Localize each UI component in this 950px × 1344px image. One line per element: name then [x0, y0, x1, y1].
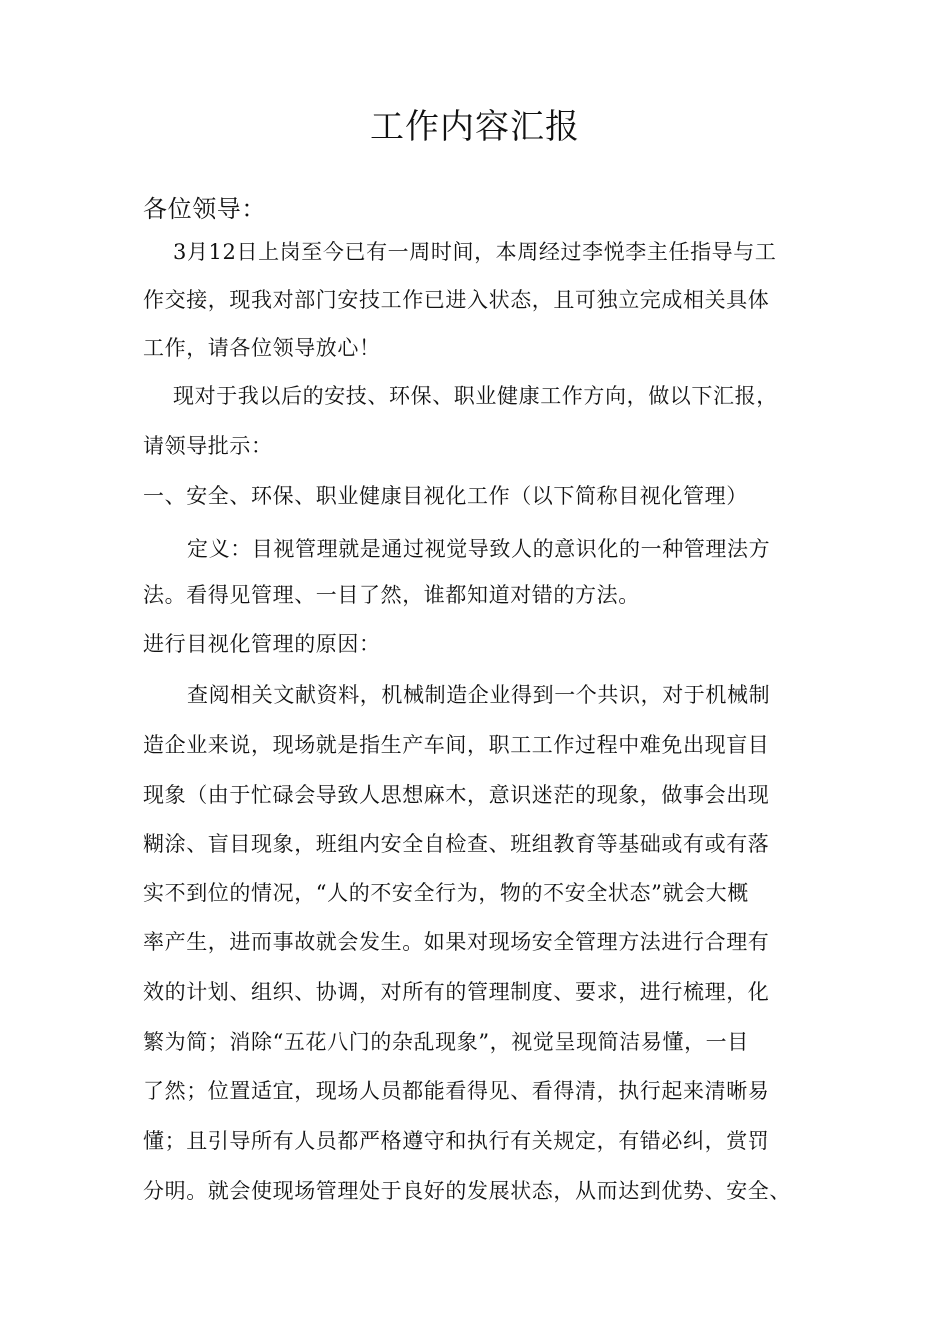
paragraph-line: 繁为简；消除“五花八门的杂乱现象”，视觉呈现简洁易懂，一目 — [143, 1030, 749, 1054]
paragraph-line: 3月12日上岗至今已有一周时间，本周经过李悦李主任指导与工 — [173, 240, 777, 264]
paragraph-line: 效的计划、组织、协调，对所有的管理制度、要求，进行梳理，化 — [143, 980, 770, 1004]
paragraph-line: 了然；位置适宜，现场人员都能看得见、看得清，执行起来清晰易 — [143, 1079, 770, 1103]
section-heading: 一、安全、环保、职业健康目视化工作（以下简称目视化管理） — [143, 484, 748, 508]
subheading: 进行目视化管理的原因： — [143, 632, 381, 656]
paragraph-line: 现对于我以后的安技、环保、职业健康工作方向，做以下汇报， — [173, 384, 778, 408]
paragraph-line: 定义：目视管理就是通过视觉导致人的意识化的一种管理法方 — [187, 537, 771, 561]
paragraph-line: 请领导批示： — [143, 434, 273, 458]
paragraph-line: 造企业来说，现场就是指生产车间，职工工作过程中难免出现盲目 — [143, 733, 770, 757]
paragraph-line: 现象（由于忙碌会导致人思想麻木，意识迷茫的现象，做事会出现 — [143, 783, 770, 807]
paragraph-line: 懂；且引导所有人员都严格遵守和执行有关规定，有错必纠，赏罚 — [143, 1129, 770, 1153]
document-title: 工作内容汇报 — [370, 107, 580, 147]
paragraph-line: 分明。就会使现场管理处于良好的发展状态，从而达到优势、安全、 — [143, 1179, 791, 1203]
paragraph-line: 工作，请各位领导放心！ — [143, 336, 381, 360]
salutation: 各位领导： — [143, 195, 266, 223]
paragraph-line: 实不到位的情况，“人的不安全行为，物的不安全状态”就会大概 — [143, 881, 749, 905]
paragraph-line: 糊涂、盲目现象，班组内安全自检查、班组教育等基础或有或有落 — [143, 832, 770, 856]
paragraph-line: 作交接，现我对部门安技工作已进入状态，且可独立完成相关具体 — [143, 288, 770, 312]
paragraph-line: 查阅相关文献资料，机械制造企业得到一个共识，对于机械制 — [187, 683, 771, 707]
paragraph-line: 法。看得见管理、一目了然，谁都知道对错的方法。 — [143, 583, 640, 607]
paragraph-line: 率产生，进而事故就会发生。如果对现场安全管理方法进行合理有 — [143, 930, 770, 954]
